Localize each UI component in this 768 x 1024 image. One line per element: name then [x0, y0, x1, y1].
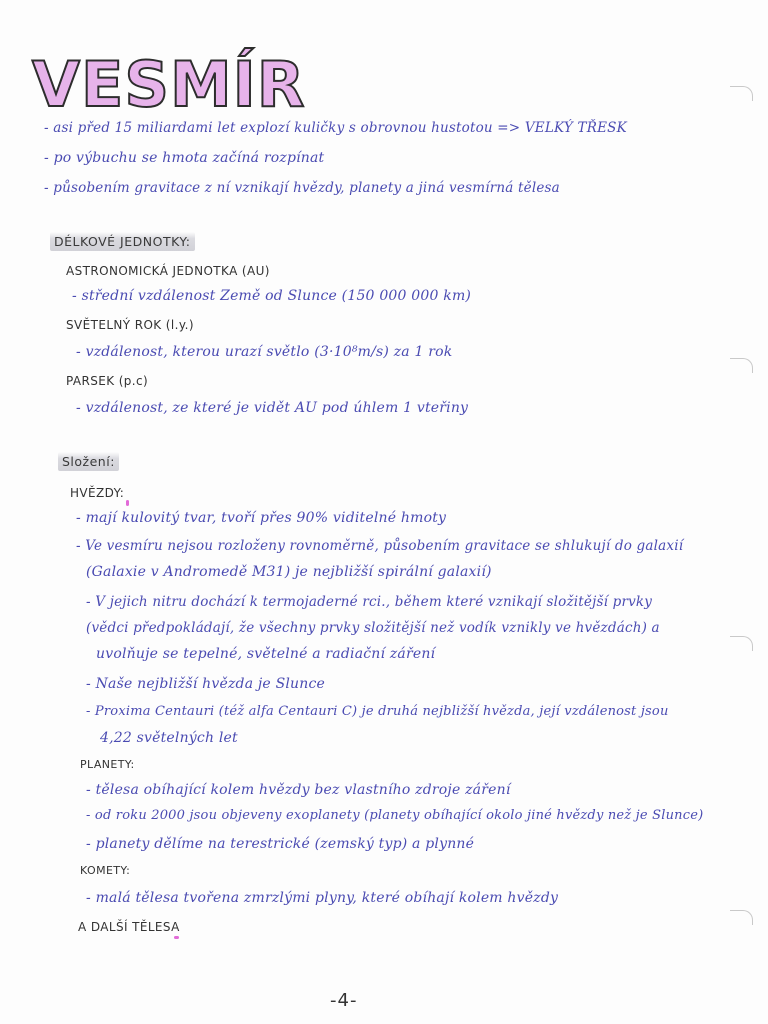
- punch-hole-mark: [730, 358, 753, 373]
- unit-label-au: ASTRONOMICKÁ JEDNOTKA (AU): [66, 264, 270, 278]
- section-heading-units: DÉLKOVÉ JEDNOTKY:: [50, 232, 195, 251]
- stars-label: HVĚZDY:: [70, 486, 125, 500]
- intro-line: - po výbuchu se hmota začíná rozpínat: [44, 150, 325, 166]
- page-title-text: VESMÍR: [32, 48, 306, 121]
- unit-desc-pc: - vzdálenost, ze které je vidět AU pod úhlem 1 vteřiny: [76, 400, 469, 416]
- stars-line: - Naše nejbližší hvězda je Slunce: [86, 676, 325, 692]
- comets-line: - malá tělesa tvořena zmrzlými plyny, které obíhají kolem hvězdy: [86, 890, 559, 906]
- punch-hole-mark: [730, 636, 753, 651]
- planets-line: - od roku 2000 jsou objeveny exoplanety (planety obíhající okolo jiné hvězdy než je Slunce): [86, 808, 704, 823]
- stars-line: (vědci předpokládají, že všechny prvky složitější než vodík vznikly ve hvězdách) a: [86, 620, 660, 636]
- unit-label-pc: PARSEK (p.c): [66, 374, 149, 388]
- pink-mark: [174, 936, 179, 939]
- stars-line: (Galaxie v Andromedě M31) je nejbližší spirální galaxií): [86, 564, 492, 580]
- page-number: -4-: [330, 990, 358, 1011]
- stars-line: uvolňuje se tepelné, světelné a radiační záření: [96, 646, 436, 662]
- planets-line: - tělesa obíhající kolem hvězdy bez vlastního zdroje záření: [86, 782, 511, 798]
- intro-line: - působením gravitace z ní vznikají hvězdy, planety a jiná vesmírná tělesa: [44, 180, 560, 196]
- unit-desc-ly: - vzdálenost, kterou urazí světlo (3·10⁸m/s) za 1 rok: [76, 344, 453, 360]
- section-heading-composition: Složení:: [58, 452, 119, 471]
- planets-line: - planety dělíme na terestrické (zemský typ) a plynné: [86, 836, 475, 852]
- other-bodies-label: A DALŠÍ TĚLESA: [78, 920, 180, 934]
- unit-desc-au: - střední vzdálenost Země od Slunce (150 000 000 km): [72, 288, 472, 304]
- planets-label: PLANETY:: [80, 758, 135, 771]
- page-title: [28, 40, 306, 121]
- intro-line: - asi před 15 miliardami let explozí kuličky s obrovnou hustotou => VELKÝ TŘESK: [44, 120, 627, 136]
- stars-line: - Ve vesmíru nejsou rozloženy rovnoměrně, působením gravitace se shlukují do galaxií: [76, 538, 684, 554]
- pink-mark: [126, 500, 129, 506]
- unit-label-ly: SVĚTELNÝ ROK (l.y.): [66, 318, 194, 332]
- stars-line: - V jejich nitru dochází k termojaderné rci., během které vznikají složitější prvky: [86, 594, 653, 610]
- stars-line: - mají kulovitý tvar, tvoří přes 90% viditelné hmoty: [76, 510, 447, 526]
- comets-label: KOMETY:: [80, 864, 131, 877]
- stars-line: - Proxima Centauri (též alfa Centauri C) je druhá nejbližší hvězda, její vzdálenost jsou: [86, 704, 669, 719]
- punch-hole-mark: [730, 86, 753, 101]
- stars-line: 4,22 světelných let: [100, 730, 238, 746]
- punch-hole-mark: [730, 910, 753, 925]
